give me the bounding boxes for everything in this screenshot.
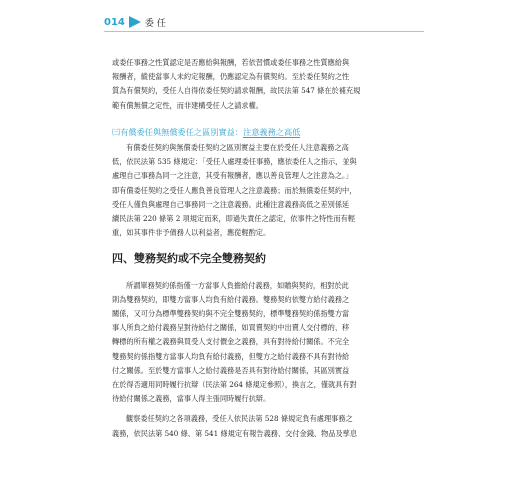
subsection-emphasis: 注意義務之高低 [243,126,301,137]
paragraph-2 [112,141,408,240]
text-line: 雙務契約係指雙方當事人均負有給付義務，但雙方之給付義務不具有對待給 [112,351,350,361]
header-divider [104,31,424,32]
subsection-label: ㈢有償委任與無償委任之區別實益： [112,126,244,137]
paragraph-1 [112,56,408,113]
text-line: 關係，又可分為標準雙務契約與不完全雙務契約，標準雙務契約係指雙方當 [112,309,350,319]
text-line: 處理自己事務為同一之注意，其受有報酬者，應以善良管理人之注意為之。」 [112,171,353,181]
text-line: 即有償委任契約之受任人應負善良管理人之注意義務；而於無償委任契約中， [112,185,357,195]
text-line: 低，依民法第 535 條規定：「受任人處理委任事務，應依委任人之指示，並與 [112,157,357,167]
section-heading: 四、雙務契約或不完全雙務契約 [112,252,266,266]
chapter-title: 委任 [144,18,169,29]
text-line: 待給付關係之義務，當事人得主張同時履行抗辯。 [112,394,271,404]
text-line: 在於得否適用同時履行抗辯（民法第 264 條規定參照），換言之，僅就具有對 [112,380,357,390]
arrow-right-icon [129,16,141,28]
text-line: 事人所負之給付義務呈對待給付之關係，如買賣契約中出賣人交付標的、移 [112,323,350,333]
page-body [112,56,408,441]
text-line: 受任人僅負與處理自己事務同一之注意義務。此種注意義務高低之差別係延 [112,199,350,209]
page-number: 014 [104,16,125,28]
text-line: 報酬者，縱使當事人未約定報酬，仍應認定為有償契約。至於委任契約之性 [112,72,350,82]
text-line: 則為雙務契約，即雙方當事人均負有給付義務。雙務契約依雙方給付義務之 [112,294,350,304]
text-line: 重，如其事件非予債務人以利益者，應從輕酌定。 [112,228,271,238]
text-line: 所謂單務契約係指僅一方當事人負擔給付義務，如贈與契約，相對於此 [126,280,349,290]
text-line: 義務，依民法第 540 條、第 541 條規定有報告義務、交付金錢、物品及孳息 [112,428,358,438]
text-line: 付之關係。至於雙方當事人之給付義務是否具有對待給付關係，其區別實益 [112,365,350,375]
running-header [104,12,169,32]
text-line: 轉標的所有權之義務與買受人支付價金之義務，具有對待給付關係。不完全 [112,337,350,347]
text-line: 範有償無償之定性，而非建構受任人之請求權。 [112,100,263,110]
text-line: 觀察委任契約之各項義務，受任人依民法第 528 條規定負有處理事務之 [126,414,353,424]
text-line: 續民法第 220 條第 2 項規定而來，即過失責任之認定，依事件之特性而有輕 [112,214,356,224]
subsection-heading [112,125,408,139]
text-line: 有償委任契約與無償委任契約之區別實益主要在於受任人注意義務之高 [126,143,349,153]
text-line: 質為有償契約，受任人自得依委任契約請求報酬，故民法第 547 條在於補充規 [112,86,361,96]
paragraph-3 [112,279,408,407]
text-line: 或委任事務之性質認定是否應給與報酬，若依習慣或委任事務之性質應給與 [112,58,350,67]
paragraph-4 [112,412,408,440]
